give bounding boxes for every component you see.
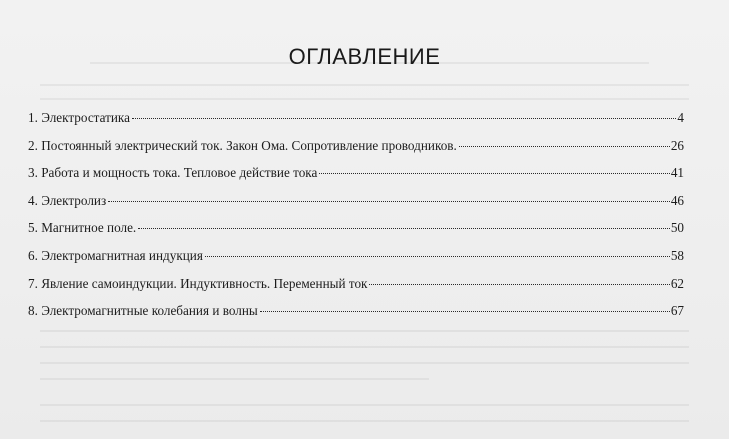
toc-leader-dots <box>369 274 669 285</box>
toc-entry-label: 3. Работа и мощность тока. Тепловое действие тока <box>28 165 318 181</box>
toc-leader-dots <box>260 301 670 312</box>
table-of-contents <box>28 104 684 325</box>
show-through-line <box>40 362 689 364</box>
toc-entry[interactable] <box>28 214 684 242</box>
toc-entry-page: 4 <box>677 110 684 125</box>
toc-leader-dots <box>108 191 670 202</box>
toc-entry-page: 46 <box>670 192 684 208</box>
toc-entry[interactable] <box>28 270 684 298</box>
show-through-line <box>40 420 689 422</box>
toc-entry[interactable] <box>28 132 684 160</box>
show-through-line <box>40 330 689 332</box>
toc-entry-label: 5. Магнитное поле. <box>28 220 137 236</box>
show-through-line <box>40 404 689 406</box>
toc-entry[interactable] <box>28 242 684 270</box>
toc-entry-label: 4. Электролиз <box>28 192 107 208</box>
toc-entry-page: 26 <box>670 137 684 153</box>
show-through-line <box>40 346 689 348</box>
toc-entry[interactable] <box>28 297 684 325</box>
toc-leader-dots <box>138 218 670 229</box>
toc-entry-label: 6. Электромагнитная индукция <box>28 247 203 263</box>
toc-entry-label: 2. Постоянный электрический ток. Закон Ома. Сопротивление проводников. <box>28 137 457 153</box>
toc-entry-page: 50 <box>670 220 684 236</box>
toc-leader-dots <box>319 163 669 174</box>
toc-entry[interactable] <box>28 187 684 215</box>
show-through-line <box>40 378 429 380</box>
page-title: ОГЛАВЛЕНИЕ <box>288 44 441 69</box>
toc-entry[interactable] <box>28 104 684 132</box>
toc-leader-dots <box>205 246 670 257</box>
toc-entry-page: 41 <box>670 165 684 181</box>
toc-entry-label: 8. Электромагнитные колебания и волны <box>28 303 258 319</box>
show-through-line <box>40 98 689 100</box>
toc-entry-label: 1. Электростатика <box>28 110 130 125</box>
toc-entry-page: 58 <box>670 247 684 263</box>
show-through-line <box>40 84 689 86</box>
toc-entry[interactable] <box>28 159 684 187</box>
toc-leader-dots <box>132 108 676 119</box>
toc-entry-page: 62 <box>670 275 684 291</box>
toc-leader-dots <box>459 136 670 147</box>
toc-entry-label: 7. Явление самоиндукции. Индуктивность. Переменный ток <box>28 275 368 291</box>
toc-entry-page: 67 <box>670 303 684 319</box>
